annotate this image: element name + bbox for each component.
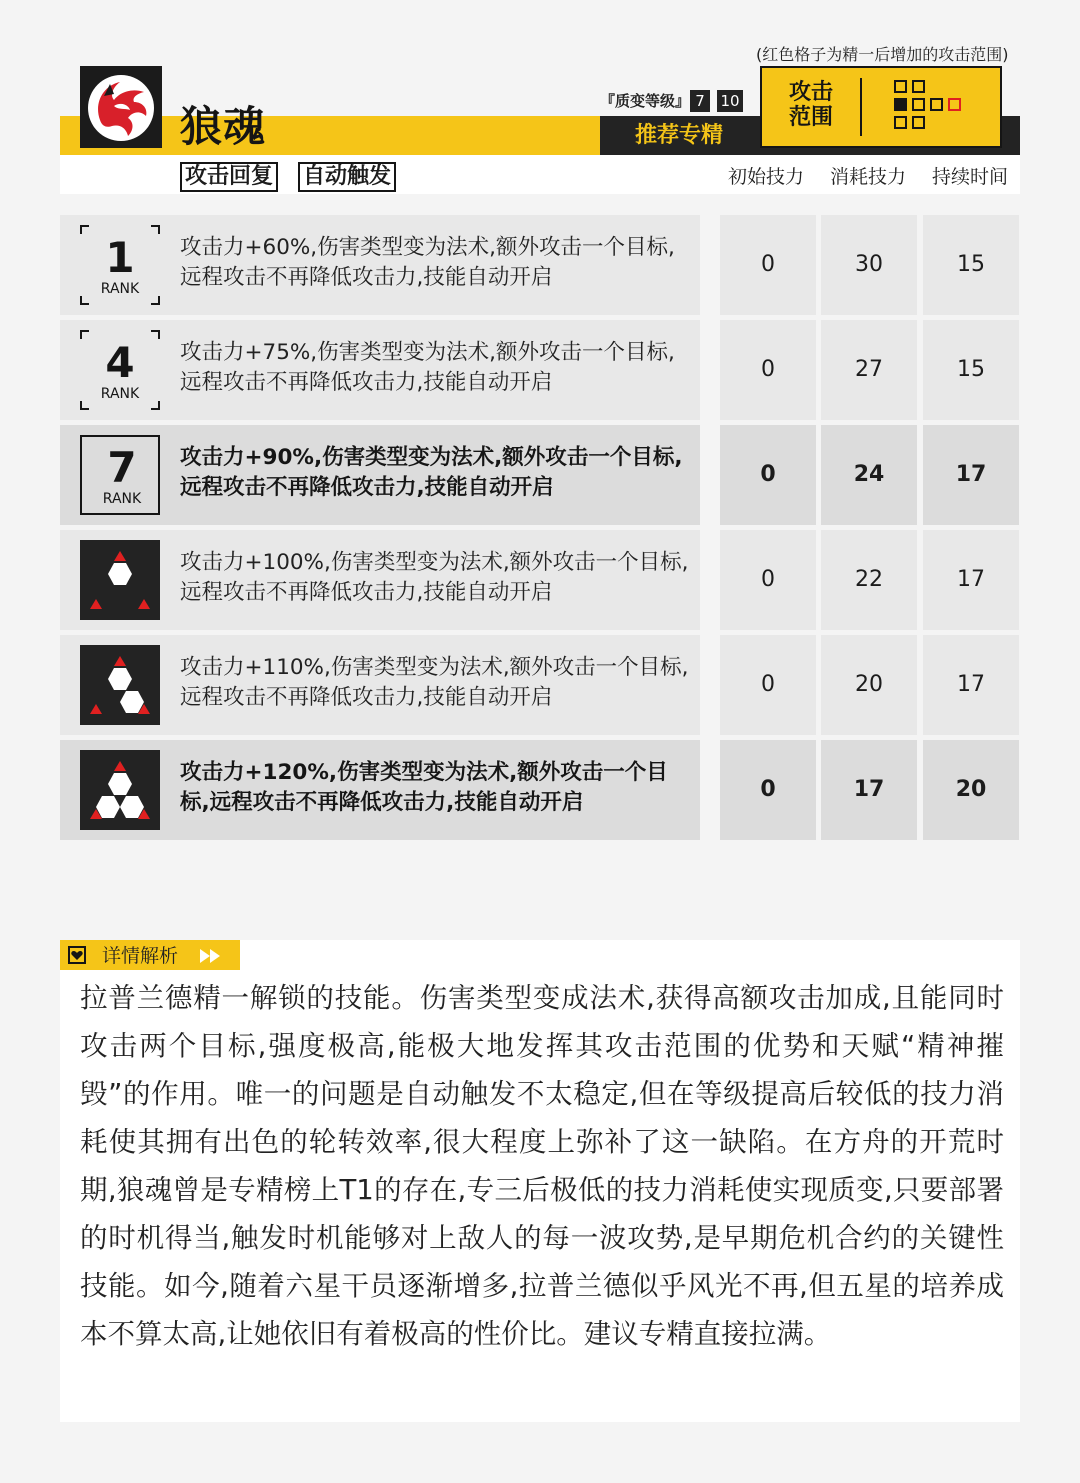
sp-cost-value: 20 — [821, 635, 917, 735]
level-description: 攻击力+90%,伤害类型变为法术,额外攻击一个目标,远程攻击不再降低攻击力,技能自动开启 — [180, 445, 683, 500]
range-cell — [894, 80, 907, 93]
initial-sp-value: 0 — [720, 740, 816, 840]
attack-range-box — [760, 66, 1002, 148]
level-row-recommended — [60, 425, 1020, 525]
initial-sp-value: 0 — [720, 320, 816, 420]
column-sp-cost: 消耗技力 — [830, 166, 907, 188]
sp-cost-value: 22 — [821, 530, 917, 630]
level-row — [60, 635, 1020, 735]
rank-label: RANK — [100, 386, 140, 402]
initial-sp-value: 0 — [720, 425, 816, 525]
mastery-2-icon — [80, 645, 160, 725]
initial-sp-value: 0 — [720, 635, 816, 735]
sp-cost-value: 17 — [821, 740, 917, 840]
rank-number: 7 — [107, 443, 137, 492]
arrow-right-icon — [200, 948, 222, 962]
level-description: 攻击力+120%,伤害类型变为法术,额外攻击一个目标,远程攻击不再降低攻击力,技能自动开启 — [180, 760, 668, 815]
range-cell — [912, 80, 925, 93]
analysis-title: 详情解析 — [102, 945, 179, 967]
rank-number: 1 — [105, 233, 135, 282]
quality-label-text: 质变等级 — [615, 92, 676, 110]
recommend-label: 推荐专精 — [634, 123, 723, 148]
divider — [860, 78, 862, 136]
duration-value: 17 — [923, 635, 1019, 735]
level-row — [60, 320, 1020, 420]
analysis-text: 拉普兰德精一解锁的技能。伤害类型变成法术,获得高额攻击加成,且能同时攻击两个目标,强度极高,能极大地发挥其攻击范围的优势和天赋“精神摧毁”的作用。唯一的问题是自动触发不太稳定,但在等级提高后较低的技力消耗使其拥有出色的轮转效率,很大程度上弥补了这一缺陷。在方舟的开荒时期,狼魂曾是专精榜上T1的存在,专三后极低的技力消耗使实现质变,只要部署的时机得当,触发时机能够对上敌人的每一波攻势,是早期危机合约的关键性技能。如今,随着六星干员逐渐增多,拉普兰德似乎风光不再,但五星的培养成本不算太高,让她依旧有着极高的性价比。建议专精直接拉满。 — [80, 982, 1004, 1350]
initial-sp-value: 0 — [720, 215, 816, 315]
rank-label: RANK — [100, 281, 140, 297]
quality-level-badge: 10 — [717, 90, 743, 112]
heart-card-icon — [68, 946, 86, 964]
level-description: 攻击力+110%,伤害类型变为法术,额外攻击一个目标,远程攻击不再降低攻击力,技能自动开启 — [180, 655, 689, 710]
level-description: 攻击力+75%,伤害类型变为法术,额外攻击一个目标,远程攻击不再降低攻击力,技能自动开启 — [180, 340, 675, 395]
skill-tag-trigger: 自动触发 — [298, 162, 396, 192]
level-description: 攻击力+100%,伤害类型变为法术,额外攻击一个目标,远程攻击不再降低攻击力,技能自动开启 — [180, 550, 689, 605]
rank-number: 4 — [105, 338, 135, 387]
skill-tag-recovery: 攻击回复 — [180, 162, 278, 192]
quality-label: 『质变等级』 — [600, 92, 691, 110]
rank-badge — [80, 435, 160, 515]
quality-level-badge: 7 — [690, 90, 710, 112]
mastery-3-icon — [80, 750, 160, 830]
level-row — [60, 530, 1020, 630]
duration-value: 20 — [923, 740, 1019, 840]
mastery-1-icon — [80, 540, 160, 620]
duration-value: 15 — [923, 215, 1019, 315]
duration-value: 15 — [923, 320, 1019, 420]
column-initial-sp: 初始技力 — [728, 166, 805, 188]
level-row-recommended — [60, 740, 1020, 840]
level-description: 攻击力+60%,伤害类型变为法术,额外攻击一个目标,远程攻击不再降低攻击力,技能自动开启 — [180, 235, 675, 290]
rank-badge — [80, 225, 160, 305]
range-cell — [912, 98, 925, 111]
range-cell — [912, 116, 925, 129]
range-note: (红色格子为精一后增加的攻击范围) — [756, 45, 1009, 64]
skill-name: 狼魂 — [180, 102, 267, 151]
sp-cost-value: 24 — [821, 425, 917, 525]
sp-cost-value: 30 — [821, 215, 917, 315]
level-row — [60, 215, 1020, 315]
range-cell-added — [948, 98, 961, 111]
duration-value: 17 — [923, 530, 1019, 630]
wolf-head-icon — [80, 66, 162, 148]
attack-range-title: 攻击范围 — [788, 80, 833, 130]
column-duration: 持续时间 — [932, 166, 1009, 188]
operator-cell — [894, 98, 907, 111]
range-cell — [930, 98, 943, 111]
duration-value: 17 — [923, 425, 1019, 525]
rank-label: RANK — [102, 491, 142, 507]
initial-sp-value: 0 — [720, 530, 816, 630]
sp-cost-value: 27 — [821, 320, 917, 420]
range-cell — [894, 116, 907, 129]
rank-badge — [80, 330, 160, 410]
